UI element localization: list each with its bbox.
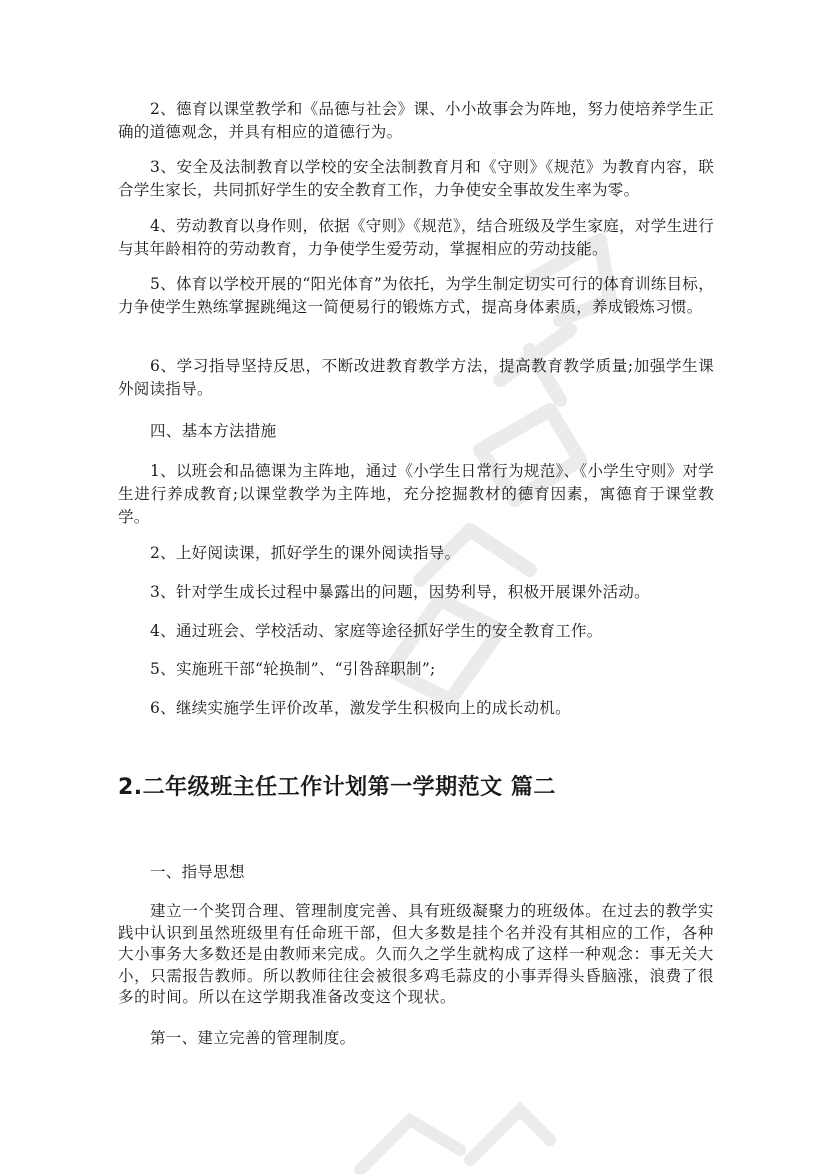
paragraph-method-4: 4、通过班会、学校活动、家庭等途径抓好学生的安全教育工作。 <box>150 622 603 640</box>
paragraph-labor-education: 4、劳动教育以身作则，依据《守则》《规范》，结合班级及学生家庭，对学生进行与其年龄相符的劳动教育，力争使学生爱劳动，掌握相应的劳动技能。 <box>118 217 714 258</box>
paragraph-physical-education: 5、体育以学校开展的“阳光体育”为依托，为学生制定切实可行的体育训练目标，力争使学生熟练掌握跳绳这一简便易行的锻炼方式，提高身体素质，养成锻炼习惯。 <box>118 275 714 316</box>
paragraph-method-2: 2、上好阅读课，抓好学生的课外阅读指导。 <box>150 544 461 562</box>
paragraph-moral-education: 2、德育以课堂教学和《品德与社会》课、小小故事会为阵地，努力使培养学生正确的道德观念，并具有相应的道德行为。 <box>118 100 714 141</box>
subheading-basic-methods: 四、基本方法措施 <box>150 422 277 440</box>
watermark-fragment <box>330 1080 570 1174</box>
paragraph-management-system: 第一、建立完善的管理制度。 <box>150 1029 356 1047</box>
paragraph-method-3: 3、针对学生成长过程中暴露出的问题，因势利导，积极开展课外活动。 <box>150 583 650 601</box>
paragraph-guiding-thought: 建立一个奖罚合理、管理制度完善、具有班级凝聚力的班级体。在过去的教学实践中认识到虽然班级里有任命班干部，但大多数是挂个名并没有其相应的工作，各种大小事务大多数还是由教师来完成。久而久之学生就构成了这样一种观念：事无关大小，只需报告教师。所以教师往往会被很多鸡毛蒜皮的小事弄得头昏脑涨，浪费了很多的时间。所以在这学期我准备改变这个现状。 <box>118 902 714 1006</box>
paragraph-method-5: 5、实施班干部“轮换制”、“引咎辞职制”; <box>150 660 436 678</box>
paragraph-safety-education: 3、安全及法制教育以学校的安全法制教育月和《守则》《规范》为教育内容，联合学生家长，共同抓好学生的安全教育工作，力争使安全事故发生率为零。 <box>118 158 714 199</box>
subheading-guiding-thought: 一、指导思想 <box>150 863 245 881</box>
paragraph-study-guidance: 6、学习指导坚持反思，不断改进教育教学方法，提高教育教学质量;加强学生课外阅读指导。 <box>118 357 714 398</box>
paragraph-method-6: 6、继续实施学生评价改革，激发学生积极向上的成长动机。 <box>150 699 571 717</box>
section-heading: 2.二年级班主任工作计划第一学期范文 篇二 <box>118 775 556 800</box>
paragraph-method-1: 1、以班会和品德课为主阵地，通过《小学生日常行为规范》、《小学生守则》对学生进行养成教育;以课堂教学为主阵地，充分挖掘教材的德育因素，寓德育于课堂教学。 <box>118 462 714 526</box>
